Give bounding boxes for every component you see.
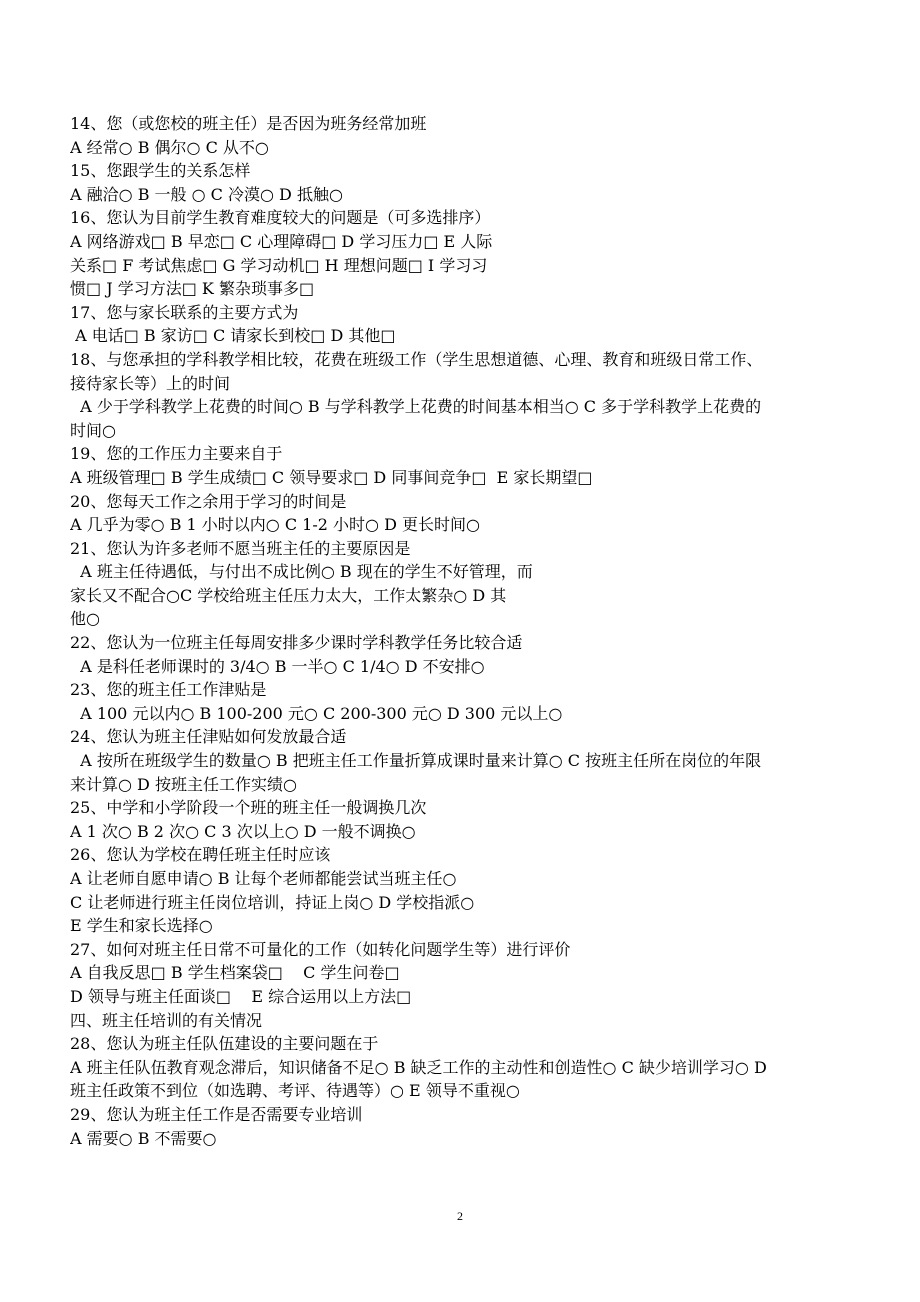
text-line: 28、您认为班主任队伍建设的主要问题在于 <box>70 1034 379 1054</box>
text-line: 惯□ J 学习方法□ K 繁杂琐事多□ <box>70 279 315 299</box>
text-line: 15、您跟学生的关系怎样 <box>70 161 251 181</box>
text-line: 17、您与家长联系的主要方式为 <box>70 302 299 322</box>
text-line: 家长又不配合○C 学校给班主任压力太大，工作太繁杂○ D 其 <box>70 585 507 605</box>
text-line: A 经常○ B 偶尔○ C 从不○ <box>70 137 269 157</box>
text-line: 18、与您承担的学科教学相比较，花费在班级工作（学生思想道德、心理、教育和班级日常工作、 <box>70 349 763 369</box>
text-line: A 是科任老师课时的 3/4○ B 一半○ C 1/4○ D 不安排○ <box>70 656 485 676</box>
text-line: A 自我反思□ B 学生档案袋□ C 学生问卷□ <box>70 963 400 983</box>
text-line: 班主任政策不到位（如选聘、考评、待遇等）○ E 领导不重视○ <box>70 1081 520 1101</box>
text-line: A 网络游戏□ B 早恋□ C 心理障碍□ D 学习压力□ E 人际 <box>70 231 493 251</box>
text-line: A 让老师自愿申请○ B 让每个老师都能尝试当班主任○ <box>70 869 457 888</box>
text-line: 14、您（或您校的班主任）是否因为班务经常加班 <box>70 114 427 133</box>
text-line: 21、您认为许多老师不愿当班主任的主要原因是 <box>70 538 411 558</box>
text-line: 23、您的班主任工作津贴是 <box>70 680 267 700</box>
text-line: A 少于学科教学上花费的时间○ B 与学科教学上花费的时间基本相当○ C 多于学科教学上花费的 <box>70 397 762 417</box>
text-line: 27、如何对班主任日常不可量化的工作（如转化问题学生等）进行评价 <box>70 939 571 959</box>
text-line: A 几乎为零○ B 1 小时以内○ C 1-2 小时○ D 更长时间○ <box>70 515 480 535</box>
text-line: 24、您认为班主任津贴如何发放最合适 <box>70 727 347 747</box>
text-line: 接待家长等）上的时间 <box>70 373 231 393</box>
text-line: 19、您的工作压力主要来自于 <box>70 444 283 464</box>
text-line: E 学生和家长选择○ <box>70 916 213 936</box>
text-line: C 让老师进行班主任岗位培训，持证上岗○ D 学校指派○ <box>70 892 475 912</box>
text-line: A 班级管理□ B 学生成绩□ C 领导要求□ D 同事间竞争□ E 家长期望□ <box>70 467 593 487</box>
text-line: 29、您认为班主任工作是否需要专业培训 <box>70 1104 363 1124</box>
text-line: 来计算○ D 按班主任工作实绩○ <box>70 774 297 794</box>
text-line: A 1 次○ B 2 次○ C 3 次以上○ D 一般不调换○ <box>70 821 416 841</box>
text-line: A 按所在班级学生的数量○ B 把班主任工作量折算成课时量来计算○ C 按班主任所在岗位的年限 <box>70 751 762 771</box>
page-number: 2 <box>457 1209 463 1223</box>
text-line: 22、您认为一位班主任每周安排多少课时学科教学任务比较合适 <box>70 633 523 653</box>
text-line: 时间○ <box>70 420 116 440</box>
text-line: D 领导与班主任面谈□ E 综合运用以上方法□ <box>70 986 412 1006</box>
text-line: 25、中学和小学阶段一个班的班主任一般调换几次 <box>70 798 427 818</box>
questionnaire-text <box>70 112 870 1150</box>
text-line: A 融洽○ B 一般 ○ C 冷漠○ D 抵触○ <box>70 184 343 204</box>
text-line: 26、您认为学校在聘任班主任时应该 <box>70 845 331 865</box>
text-line: A 班主任待遇低，与付出不成比例○ B 现在的学生不好管理，而 <box>70 562 533 582</box>
text-line: A 班主任队伍教育观念滞后，知识储备不足○ B 缺乏工作的主动性和创造性○ C 缺少培训学习○ D <box>70 1057 767 1077</box>
text-line: 20、您每天工作之余用于学习的时间是 <box>70 491 347 511</box>
text-line: 四、班主任培训的有关情况 <box>70 1010 263 1030</box>
text-line: 关系□ F 考试焦虑□ G 学习动机□ H 理想问题□ I 学习习 <box>70 255 488 275</box>
text-line: A 需要○ B 不需要○ <box>70 1128 217 1148</box>
text-line: A 电话□ B 家访□ C 请家长到校□ D 其他□ <box>70 326 396 346</box>
text-line: A 100 元以内○ B 100-200 元○ C 200-300 元○ D 300 元以上○ <box>70 703 563 723</box>
text-line: 他○ <box>70 609 100 629</box>
text-line: 16、您认为目前学生教育难度较大的问题是（可多选排序） <box>70 208 491 228</box>
